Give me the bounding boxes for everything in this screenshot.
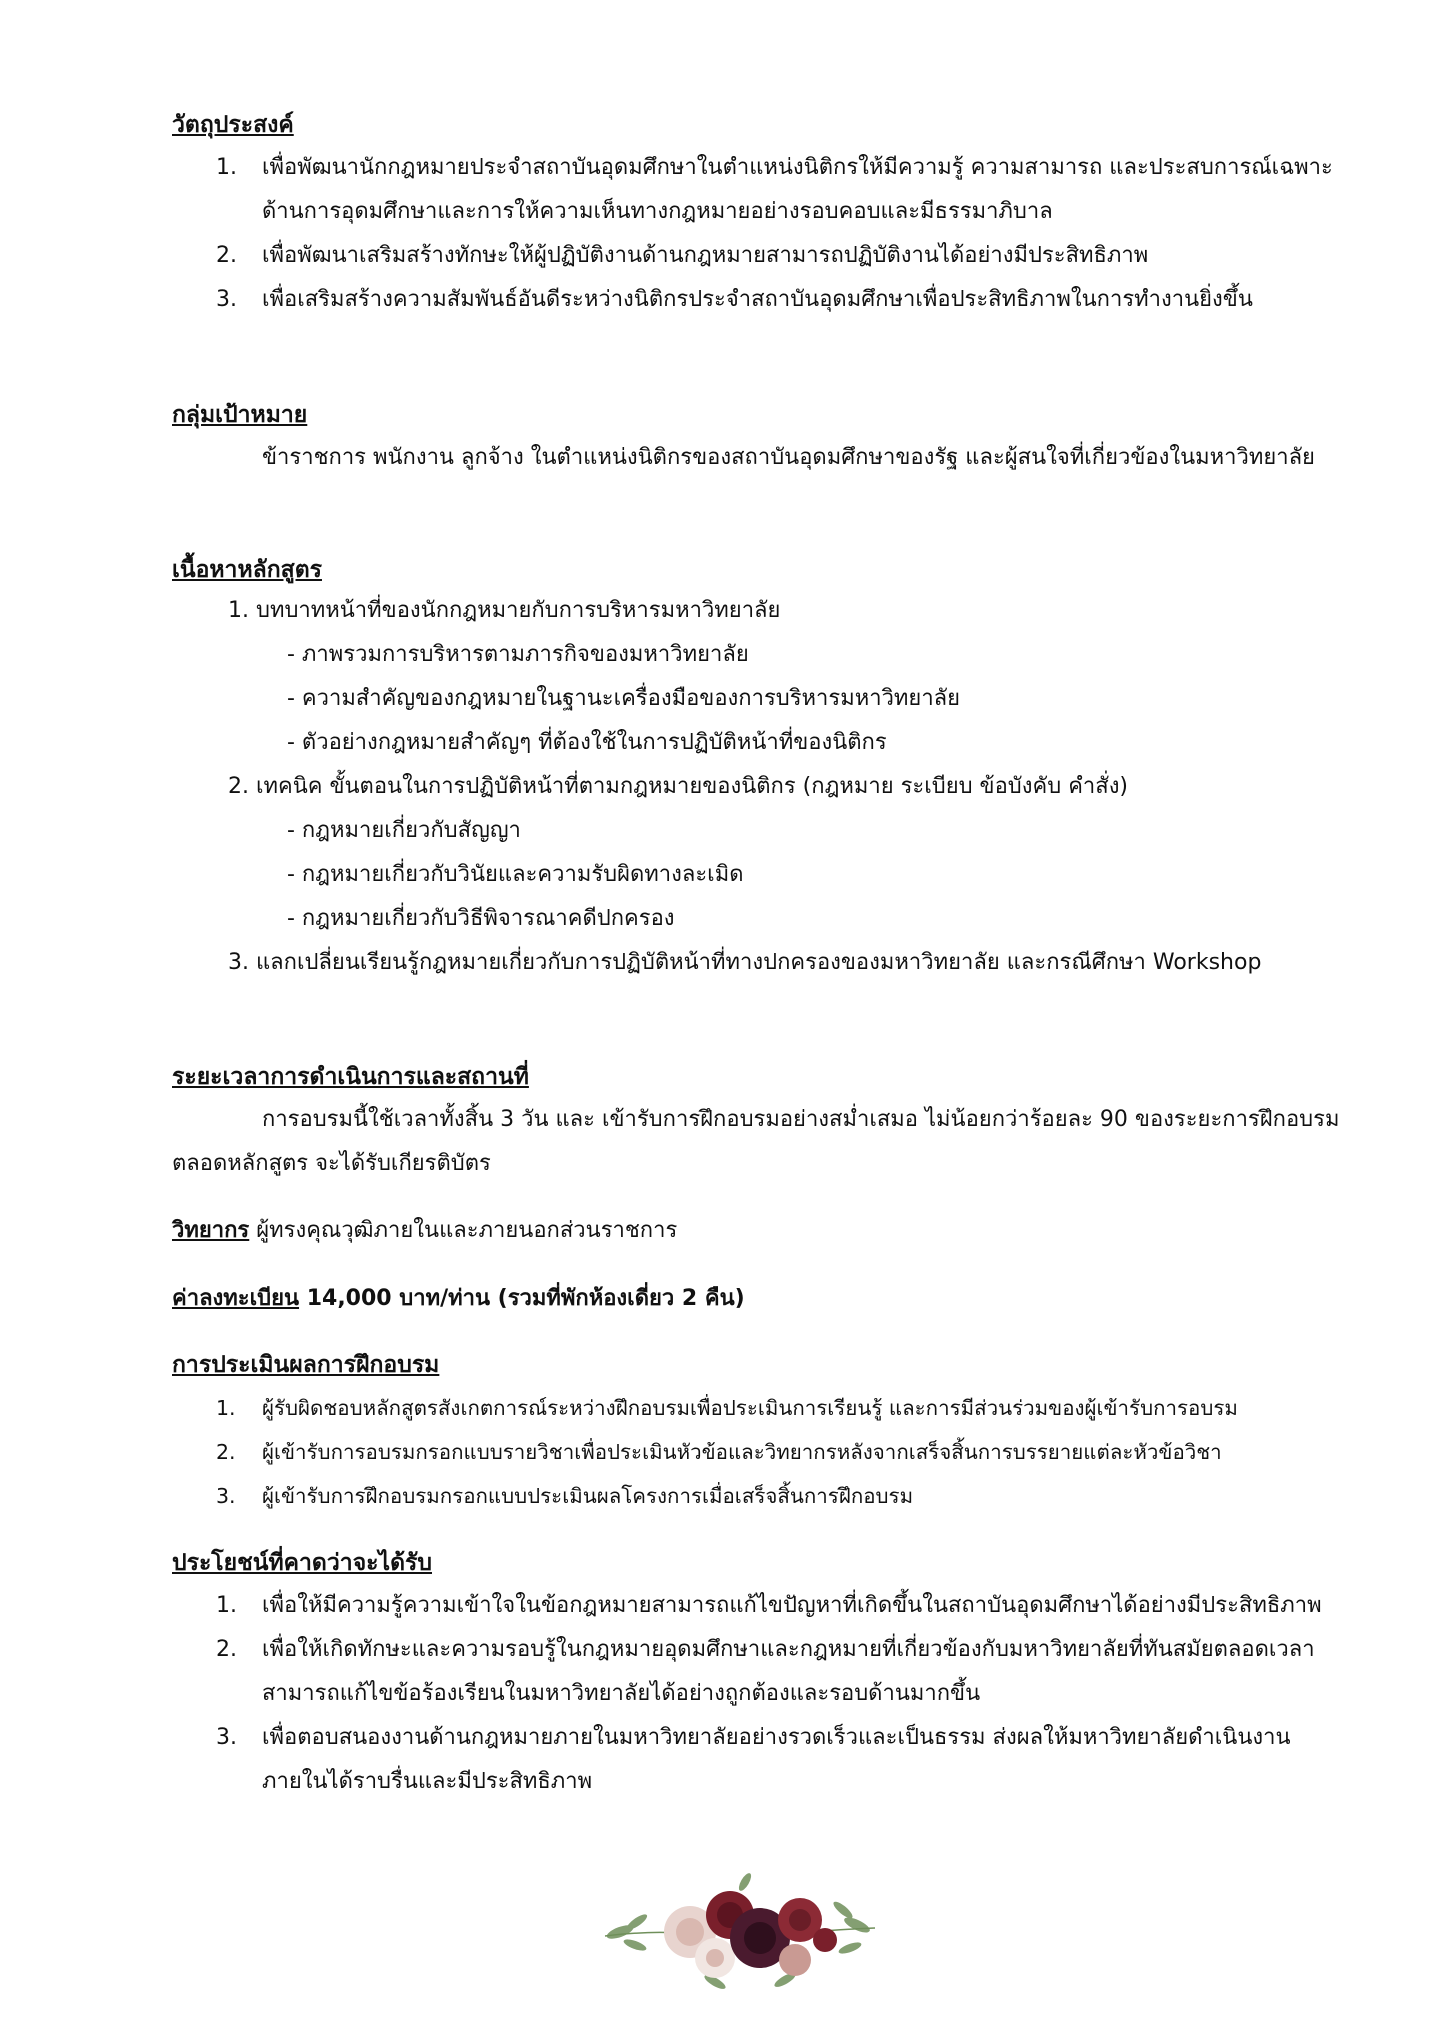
objective-item — [172, 146, 1352, 234]
content-subtopic: - กฎหมายเกี่ยวกับวินัยและความรับผิดทางละเมิด — [287, 862, 744, 887]
benefit-item — [172, 1716, 1352, 1804]
objectives-heading: วัตถุประสงค์ — [172, 112, 294, 138]
objectives-section — [172, 110, 1352, 322]
content-subtopic: - ความสำคัญของกฎหมายในฐานะเครื่องมือของการบริหารมหาวิทยาลัย — [287, 686, 961, 711]
item-text: เพื่อให้เกิดทักษะและความรอบรู้ในกฎหมายอุดมศึกษาและกฎหมายที่เกี่ยวข้องกับมหาวิทยาลัยที่ทันสมัยตลอดเวลา สามารถแก้ไขข้อร้องเรียนในมหาวิทยาลัยได้อย่างถูกต้องและรอบด้านมากขึ้น — [262, 1637, 1315, 1706]
objective-item — [172, 278, 1352, 322]
duration-heading: ระยะเวลาการดำเนินการและสถานที่ — [172, 1064, 529, 1090]
evaluation-item — [172, 1474, 1352, 1518]
content-list — [172, 589, 1352, 985]
content-subtopic: - ตัวอย่างกฎหมายสำคัญๆ ที่ต้องใช้ในการปฏิบัติหน้าที่ของนิติกร — [287, 730, 887, 755]
item-text: ผู้เข้ารับการอบรมกรอกแบบรายวิชาเพื่อประเมินหัวข้อและวิทยากรหลังจากเสร็จสิ้นการบรรยายแต่ละหัวข้อวิชา — [262, 1440, 1222, 1464]
evaluation-section — [172, 1350, 1352, 1518]
benefit-item — [172, 1628, 1352, 1716]
content-topic: 1. บทบาทหน้าที่ของนักกฎหมายกับการบริหารมหาวิทยาลัย — [228, 598, 781, 623]
speaker-text: ผู้ทรงคุณวุฒิภายในและภายนอกส่วนราชการ — [256, 1218, 678, 1243]
evaluation-heading: การประเมินผลการฝึกอบรม — [172, 1352, 440, 1378]
evaluation-item — [172, 1386, 1352, 1430]
evaluation-list — [172, 1386, 1352, 1518]
benefits-section — [172, 1548, 1352, 1804]
item-number: 3. — [216, 287, 237, 312]
item-number: 3. — [216, 1725, 237, 1750]
duration-section — [172, 1062, 1352, 1186]
speaker-heading: วิทยากร — [172, 1218, 250, 1243]
content-section — [172, 555, 1352, 985]
item-text: เพื่อพัฒนาเสริมสร้างทักษะให้ผู้ปฏิบัติงานด้านกฎหมายสามารถปฏิบัติงานได้อย่างมีประสิทธิภาพ — [262, 243, 1149, 268]
objectives-list — [172, 146, 1352, 322]
objective-item — [172, 234, 1352, 278]
benefits-list — [172, 1584, 1352, 1804]
fee-heading: ค่าลงทะเบียน — [172, 1286, 300, 1311]
content-subtopic: - กฎหมายเกี่ยวกับสัญญา — [287, 818, 521, 843]
item-number: 1. — [216, 155, 237, 180]
target-section — [172, 400, 1352, 480]
item-text: เพื่อเสริมสร้างความสัมพันธ์อันดีระหว่างนิติกรประจำสถาบันอุดมศึกษาเพื่อประสิทธิภาพในการทำงานยิ่งขึ้น — [262, 287, 1253, 312]
target-text: ข้าราชการ พนักงาน ลูกจ้าง ในตำแหน่งนิติกรของสถาบันอุดมศึกษาของรัฐ และผู้สนใจที่เกี่ยวข้องในมหาวิทยาลัย — [262, 445, 1315, 470]
item-number: 2. — [216, 1440, 236, 1464]
item-text: เพื่อตอบสนองงานด้านกฎหมายภายในมหาวิทยาลัยอย่างรวดเร็วและเป็นธรรม ส่งผลให้มหาวิทยาลัยดำเนินงานภายในได้ราบรื่นและมีประสิทธิภาพ — [262, 1725, 1291, 1794]
item-text: ผู้เข้ารับการฝึกอบรมกรอกแบบประเมินผลโครงการเมื่อเสร็จสิ้นการฝึกอบรม — [262, 1484, 914, 1508]
item-text: ผู้รับผิดชอบหลักสูตรสังเกตการณ์ระหว่างฝึกอบรมเพื่อประเมินการเรียนรู้ และการมีส่วนร่วมของผู้เข้ารับการอบรม — [262, 1396, 1238, 1420]
content-heading: เนื้อหาหลักสูตร — [172, 557, 322, 583]
item-number: 2. — [216, 1637, 237, 1662]
item-number: 1. — [216, 1593, 237, 1618]
item-text: เพื่อให้มีความรู้ความเข้าใจในข้อกฎหมายสามารถแก้ไขปัญหาที่เกิดขึ้นในสถาบันอุดมศึกษาได้อย่างมีประสิทธิภาพ — [262, 1593, 1322, 1618]
duration-text: การอบรมนี้ใช้เวลาทั้งสิ้น 3 วัน และ เข้ารับการฝึกอบรมอย่างสม่ำเสมอ ไม่น้อยกว่าร้อยละ 90 ของระยะการฝึกอบรมตลอดหลักสูตร จะได้รับเกียรติบัตร — [172, 1107, 1340, 1176]
content-subtopic: - ภาพรวมการบริหารตามภารกิจของมหาวิทยาลัย — [287, 642, 749, 667]
benefits-heading: ประโยชน์ที่คาดว่าจะได้รับ — [172, 1550, 432, 1576]
floral-bouquet-icon — [595, 1870, 885, 1995]
target-heading: กลุ่มเป้าหมาย — [172, 402, 308, 428]
fee-section — [172, 1283, 1352, 1315]
item-number: 3. — [216, 1484, 236, 1508]
benefit-item — [172, 1584, 1352, 1628]
content-subtopic: - กฎหมายเกี่ยวกับวิธีพิจารณาคดีปกครอง — [287, 906, 675, 931]
evaluation-item — [172, 1430, 1352, 1474]
content-topic: 3. แลกเปลี่ยนเรียนรู้กฎหมายเกี่ยวกับการปฏิบัติหน้าที่ทางปกครองของมหาวิทยาลัย และกรณีศึกษา Workshop — [228, 950, 1262, 975]
fee-text: 14,000 บาท/ท่าน (รวมที่พักห้องเดี่ยว 2 คืน) — [306, 1286, 745, 1311]
item-text: เพื่อพัฒนานักกฎหมายประจำสถาบันอุดมศึกษาในตำแหน่งนิติกรให้มีความรู้ ความสามารถ และประสบการณ์เฉพาะด้านการอุดมศึกษาและการให้ความเห็นทางกฎหมายอย่างรอบคอบและมีธรรมาภิบาล — [262, 155, 1333, 224]
item-number: 1. — [216, 1396, 236, 1420]
item-number: 2. — [216, 243, 237, 268]
speaker-section — [172, 1215, 1352, 1247]
content-topic: 2. เทคนิค ขั้นตอนในการปฏิบัติหน้าที่ตามกฎหมายของนิติกร (กฎหมาย ระเบียบ ข้อบังคับ คำสั่ง) — [228, 774, 1129, 799]
